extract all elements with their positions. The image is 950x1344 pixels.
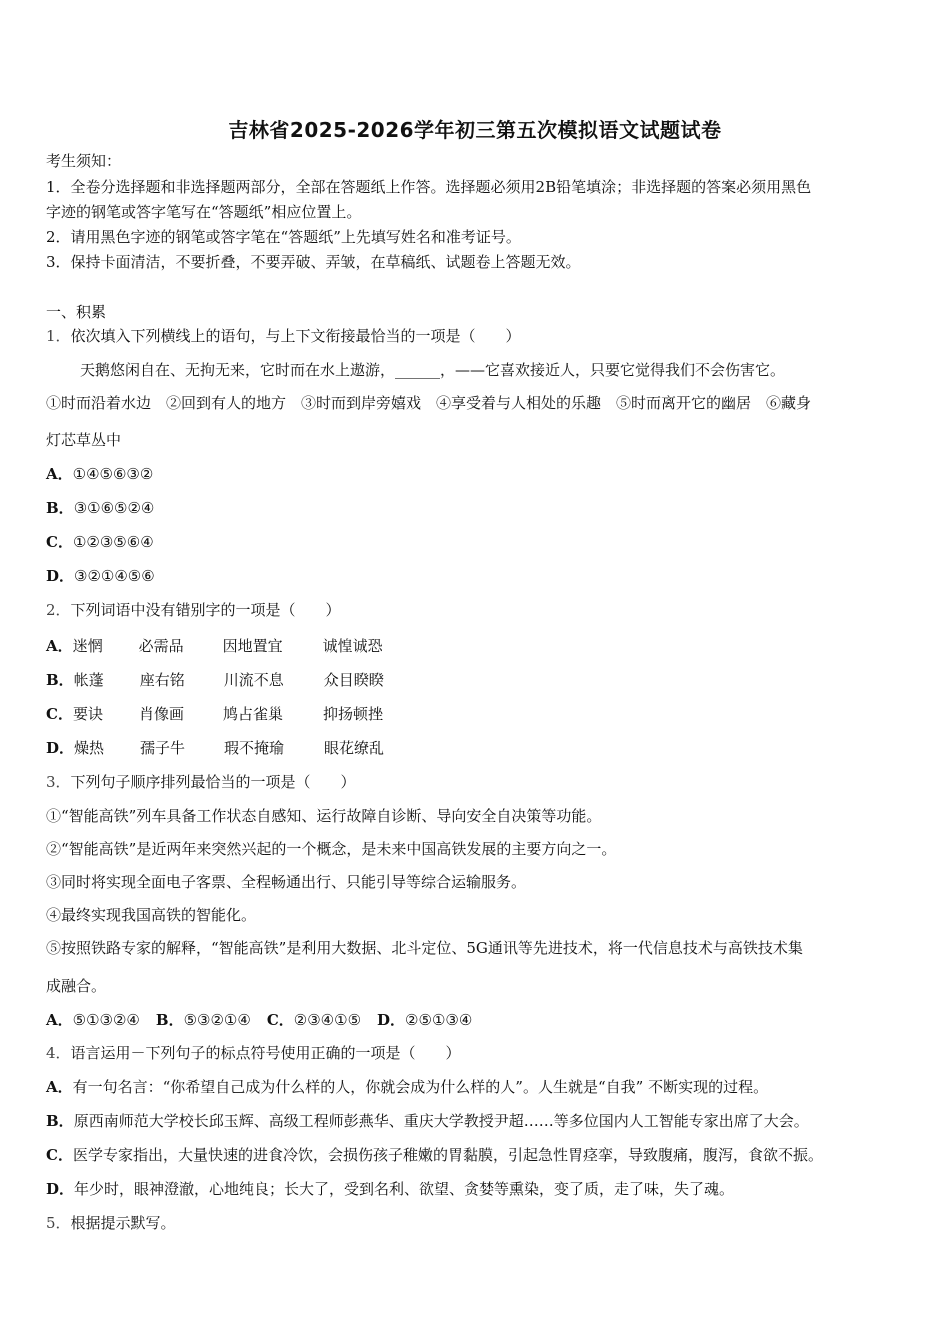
option-label: B． — [46, 499, 74, 517]
notice-heading: 考生须知： — [46, 152, 122, 170]
question-text: 依次填入下列横线上的语句，与上下文衔接最恰当的一项是（ ） — [70, 327, 521, 345]
option-word: 众目睽睽 — [323, 671, 384, 689]
option-d[interactable] — [46, 566, 155, 586]
question-5-stem — [46, 1213, 176, 1233]
option-label: D． — [46, 739, 75, 757]
option-label: D． — [46, 1180, 75, 1198]
option-word: 座右铭 — [139, 671, 185, 689]
option-word: 眼花缭乱 — [324, 739, 385, 757]
option-label: B． — [155, 1011, 184, 1029]
option-word: 帐蓬 — [73, 671, 104, 689]
option-text: ⑤①③②④ — [72, 1011, 140, 1029]
question-1-items-cont: 灯芯草丛中 — [46, 431, 122, 449]
option-label: A． — [46, 637, 73, 655]
notice-item: 1．全卷分选择题和非选择题两部分，全部在答题纸上作答。选择题必须用2B铅笔填涂；非选择题的答案必须用黑色 — [46, 178, 812, 196]
option-text: ③①⑥⑤②④ — [73, 499, 155, 517]
option-text: 有一句名言：“你希望自己成为什么样的人，你就会成为什么样的人”。人生就是“自我” 不断实现的过程。 — [72, 1078, 769, 1096]
option-text: ②③④①⑤ — [293, 1011, 362, 1029]
option-label: C． — [266, 1011, 294, 1029]
option-word: 迷惘 — [72, 637, 103, 655]
option-text: 原西南师范大学校长邱玉辉、高级工程师彭燕华、重庆大学教授尹超……等多位国内人工智能专家出席了大会。 — [73, 1112, 809, 1130]
option-text: 年少时，眼神澄澈，心地纯良；长大了，受到名利、欲望、贪婪等熏染，变了质，走了味，失了魂。 — [74, 1180, 735, 1198]
question-3-sentence: ①“智能高铁”列车具备工作状态自感知、运行故障自诊断、导向安全自决策等功能。 — [46, 807, 602, 825]
option-c[interactable] — [267, 1010, 361, 1030]
option-label: B． — [46, 1112, 74, 1130]
option-label: A． — [46, 1011, 73, 1029]
option-word: 孺子牛 — [140, 739, 186, 757]
question-3-options — [46, 1010, 472, 1030]
option-word: 诚惶诚恐 — [322, 637, 383, 655]
option-word: 瑕不掩瑜 — [224, 739, 285, 757]
question-number: 5． — [46, 1214, 71, 1232]
option-a[interactable] — [46, 464, 153, 484]
option-label: C． — [46, 705, 73, 723]
option-word: 要诀 — [72, 705, 103, 723]
option-d[interactable] — [46, 1179, 734, 1199]
option-a[interactable] — [46, 1010, 140, 1030]
question-number: 1． — [46, 327, 71, 345]
option-label: C． — [46, 533, 73, 551]
option-label: D． — [46, 567, 75, 585]
section-heading: 一、积累 — [46, 303, 107, 321]
option-text: ②⑤①③④ — [405, 1011, 473, 1029]
option-d[interactable] — [46, 738, 384, 758]
option-label: D． — [377, 1011, 406, 1029]
question-4-stem — [46, 1043, 461, 1063]
question-3-stem — [46, 772, 356, 792]
question-number: 4． — [46, 1044, 71, 1062]
option-d[interactable] — [377, 1010, 472, 1030]
option-a[interactable] — [46, 1077, 768, 1097]
question-number: 2． — [46, 601, 71, 619]
option-word: 必需品 — [138, 637, 184, 655]
option-word: 因地置宜 — [222, 637, 283, 655]
question-1-stem — [46, 326, 521, 346]
option-word: 肖像画 — [138, 705, 184, 723]
option-label: A． — [46, 465, 73, 483]
question-1-passage: 天鹅悠闲自在、无拘无来，它时而在水上遨游，______，——它喜欢接近人，只要它觉得我们不会伤害它。 — [80, 361, 786, 379]
question-1-items: ①时而沿着水边 ②回到有人的地方 ③时而到岸旁嬉戏 ④享受着与人相处的乐趣 ⑤时而离开它的幽居 ⑥藏身 — [46, 394, 812, 412]
question-text: 下列词语中没有错别字的一项是（ ） — [70, 601, 341, 619]
option-text: 医学专家指出，大量快速的进食冷饮，会损伤孩子稚嫩的胃黏膜，引起急性胃痉挛，导致腹痛，腹泻，食欲不振。 — [72, 1146, 823, 1164]
option-b[interactable] — [156, 1010, 251, 1030]
question-3-sentence: ②“智能高铁”是近两年来突然兴起的一个概念，是未来中国高铁发展的主要方向之一。 — [46, 840, 617, 858]
option-text: ⑤③②①④ — [183, 1011, 251, 1029]
question-number: 3． — [46, 773, 71, 791]
option-c[interactable] — [46, 1145, 823, 1165]
notice-item: 3．保持卡面清洁，不要折叠，不要弄破、弄皱，在草稿纸、试题卷上答题无效。 — [46, 253, 581, 271]
option-word: 鸠占雀巢 — [222, 705, 283, 723]
option-a[interactable] — [46, 636, 383, 656]
option-label: A． — [46, 1078, 73, 1096]
option-text: ①②③⑤⑥④ — [72, 533, 154, 551]
option-word: 川流不息 — [223, 671, 284, 689]
question-3-sentence: ⑤按照铁路专家的解释，“智能高铁”是利用大数据、北斗定位、5G通讯等先进技术，将一代信息技术与高铁技术集 — [46, 939, 803, 957]
option-c[interactable] — [46, 532, 154, 552]
question-2-stem — [46, 600, 341, 620]
question-text: 根据提示默写。 — [70, 1214, 176, 1232]
option-word: 燥热 — [74, 739, 105, 757]
option-label: B． — [46, 671, 74, 689]
notice-item: 2．请用黑色字迹的钢笔或答字笔在“答题纸”上先填写姓名和准考证号。 — [46, 228, 521, 246]
page-title: 吉林省2025-2026学年初三第五次模拟语文试题试卷 — [228, 118, 722, 142]
option-c[interactable] — [46, 704, 383, 724]
option-label: C． — [46, 1146, 73, 1164]
option-text: ①④⑤⑥③② — [72, 465, 154, 483]
option-b[interactable] — [46, 1111, 809, 1131]
option-text: ③②①④⑤⑥ — [74, 567, 155, 585]
option-b[interactable] — [46, 498, 154, 518]
notice-item: 字迹的钢笔或答字笔写在“答题纸”相应位置上。 — [46, 203, 362, 221]
question-text: 下列句子顺序排列最恰当的一项是（ ） — [70, 773, 356, 791]
question-text: 语言运用－下列句子的标点符号使用正确的一项是（ ） — [70, 1044, 461, 1062]
option-b[interactable] — [46, 670, 384, 690]
question-3-sentence: ④最终实现我国高铁的智能化。 — [46, 906, 257, 924]
option-word: 抑扬顿挫 — [322, 705, 383, 723]
question-3-sentence-cont: 成融合。 — [46, 977, 107, 995]
question-3-sentence: ③同时将实现全面电子客票、全程畅通出行、只能引导等综合运输服务。 — [46, 873, 527, 891]
